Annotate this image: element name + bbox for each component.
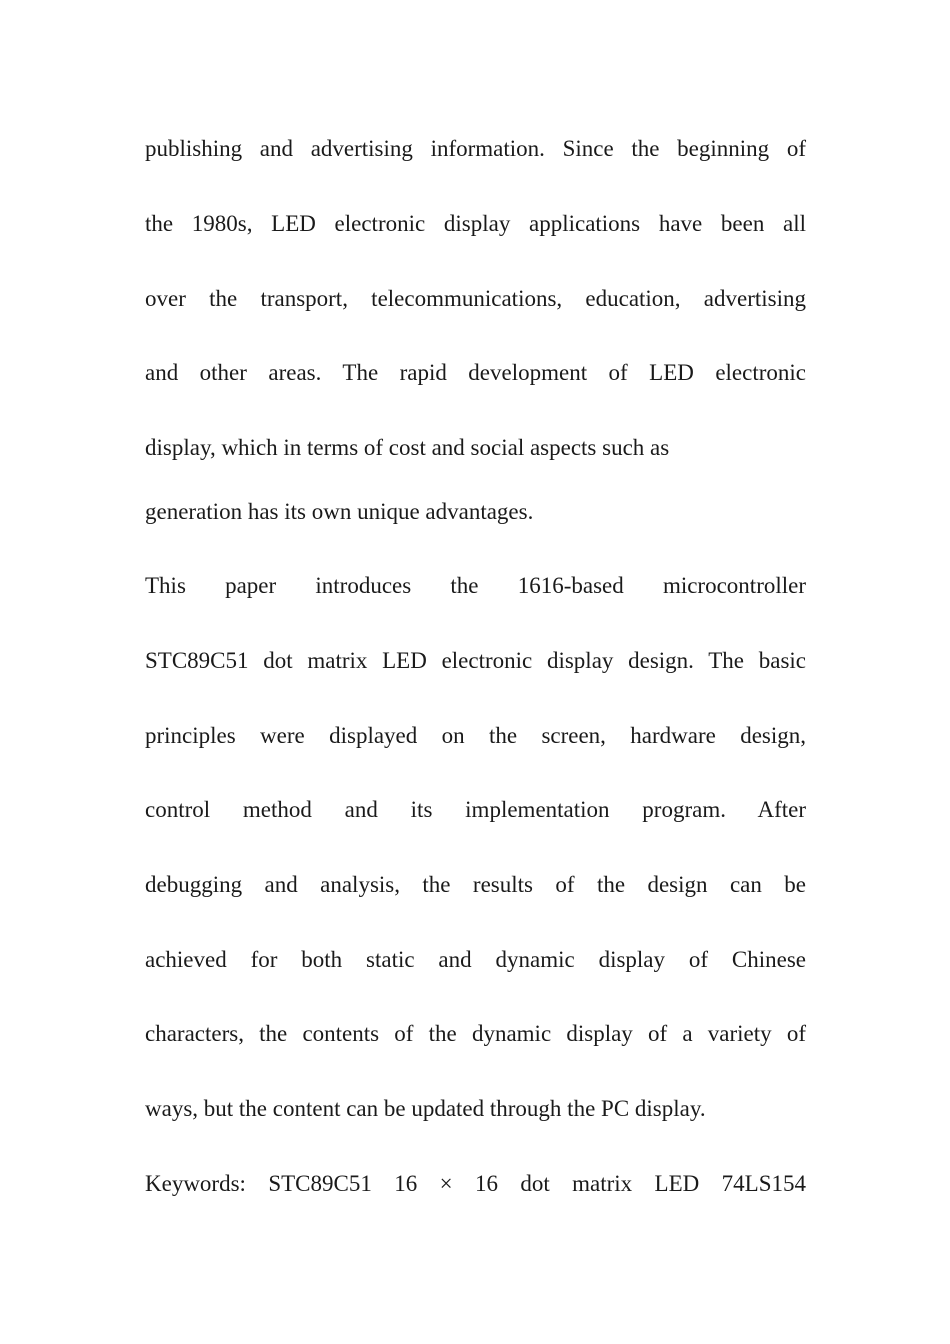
text-line: control method and its implementation program. After: [145, 797, 806, 822]
text-line: STC89C51 dot matrix LED electronic display design. The basic: [145, 648, 806, 673]
text-line: over the transport, telecommunications, education, advertising: [145, 286, 806, 311]
text-line: This paper introduces the 1616-based microcontroller: [145, 573, 806, 598]
text-line: and other areas. The rapid development of LED electronic: [145, 360, 806, 385]
text-line: achieved for both static and dynamic display of Chinese: [145, 947, 806, 972]
text-line: principles were displayed on the screen, hardware design,: [145, 723, 806, 748]
text-line: the 1980s, LED electronic display applications have been all: [145, 211, 806, 236]
text-line: display, which in terms of cost and social aspects such as: [145, 435, 670, 460]
text-line: characters, the contents of the dynamic display of a variety of: [145, 1021, 806, 1046]
text-line: generation has its own unique advantages.: [145, 499, 534, 524]
keywords-line: Keywords: STC89C51 16 × 16 dot matrix LED 74LS154: [145, 1171, 806, 1196]
text-line: debugging and analysis, the results of the design can be: [145, 872, 806, 897]
text-line: ways, but the content can be updated through the PC display.: [145, 1096, 706, 1121]
text-line: publishing and advertising information. Since the beginning of: [145, 136, 806, 161]
